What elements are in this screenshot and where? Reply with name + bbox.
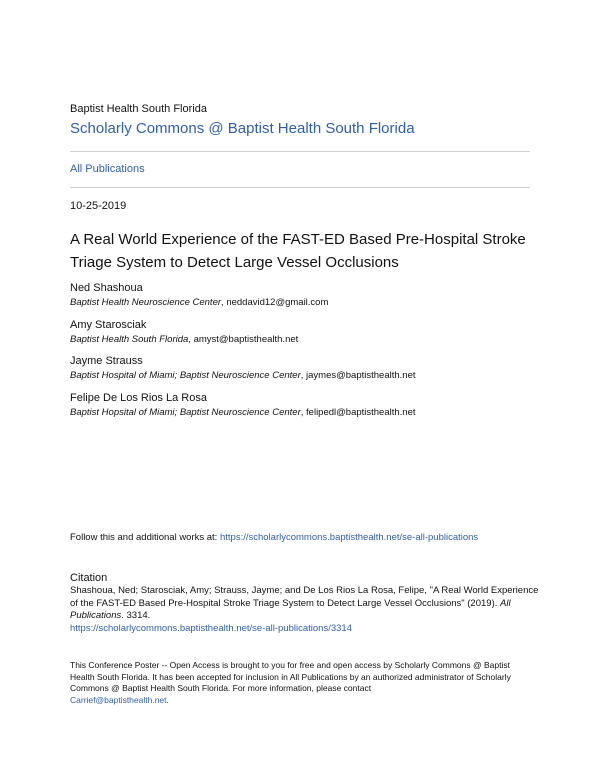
author-email: felipedl@baptisthealth.net (306, 407, 416, 418)
citation-url-link[interactable]: https://scholarlycommons.baptisthealth.net/se-all-publications/3314 (70, 622, 352, 634)
citation-number: . 3314. (121, 610, 151, 621)
paper-title: A Real World Experience of the FAST-ED Based Pre-Hospital Stroke Triage System to Detect Large Vessel Occlusions (70, 231, 526, 271)
affiliation-institution: Baptist Hopsital of Miami; Baptist Neuroscience Center (70, 407, 301, 418)
repository-title-link[interactable]: Scholarly Commons @ Baptist Health South Florida (70, 120, 415, 137)
citation-main: Shashoua, Ned; Starosciak, Amy; Strauss, Jayme; and De Los Rios La Rosa, Felipe, "A Real World Experience of the FAST-ED Based Pre-Hospital Stroke Triage System to Detect Large Vessel Occlusions" (2019). (70, 585, 539, 609)
author-block (70, 355, 416, 381)
author-affiliation: Baptist Health Neuroscience Center, neddavid12@gmail.com (70, 297, 329, 308)
affiliation-institution: Baptist Health Neuroscience Center (70, 297, 222, 308)
author-block (70, 319, 298, 345)
divider-middle (70, 187, 530, 188)
author-affiliation: Baptist Hospital of Miami; Baptist Neuroscience Center, jaymes@baptisthealth.net (70, 370, 416, 381)
open-access-notice (70, 660, 535, 706)
divider-top (70, 151, 530, 152)
affiliation-institution: Baptist Health South Florida (70, 334, 189, 345)
author-name: Ned Shashoua (70, 282, 143, 294)
follow-url-link[interactable]: https://scholarlycommons.baptisthealth.net/se-all-publications (219, 532, 479, 543)
all-publications-link[interactable]: All Publications (70, 163, 145, 175)
follow-line (70, 532, 478, 543)
author-affiliation: Baptist Hopsital of Miami; Baptist Neuroscience Center, felipedl@baptisthealth.net (70, 407, 416, 418)
notice-end: . (166, 694, 169, 705)
author-block (70, 392, 416, 418)
contact-email-link[interactable]: Carrief@baptisthealth.net (70, 694, 167, 705)
author-email: neddavid12@gmail.com (226, 297, 329, 308)
publication-date: 10-25-2019 (70, 200, 127, 212)
follow-text: Follow this and additional works at: (70, 532, 220, 543)
author-name: Jayme Strauss (70, 355, 143, 367)
citation-heading: Citation (70, 572, 108, 584)
author-name: Felipe De Los Rios La Rosa (70, 392, 207, 404)
citation-text (70, 585, 540, 635)
author-affiliation: Baptist Health South Florida, amyst@baptisthealth.net (70, 334, 299, 345)
author-email: amyst@baptisthealth.net (193, 334, 299, 345)
author-block (70, 282, 328, 308)
notice-text: This Conference Poster -- Open Access is brought to you for free and open access by Scholarly Commons @ Baptist Health South Florida. It has been accepted for inclusion in All Publications by an authorized administrator of Scholarly Commons @ Baptist Health South Florida. For more information, please contact (70, 660, 511, 693)
citation-journal: All Publications (70, 597, 511, 621)
author-name: Amy Starosciak (70, 319, 147, 331)
author-email: jaymes@baptisthealth.net (306, 370, 416, 381)
institution-name: Baptist Health South Florida (70, 103, 207, 115)
affiliation-institution: Baptist Hospital of Miami; Baptist Neuroscience Center (70, 370, 301, 381)
